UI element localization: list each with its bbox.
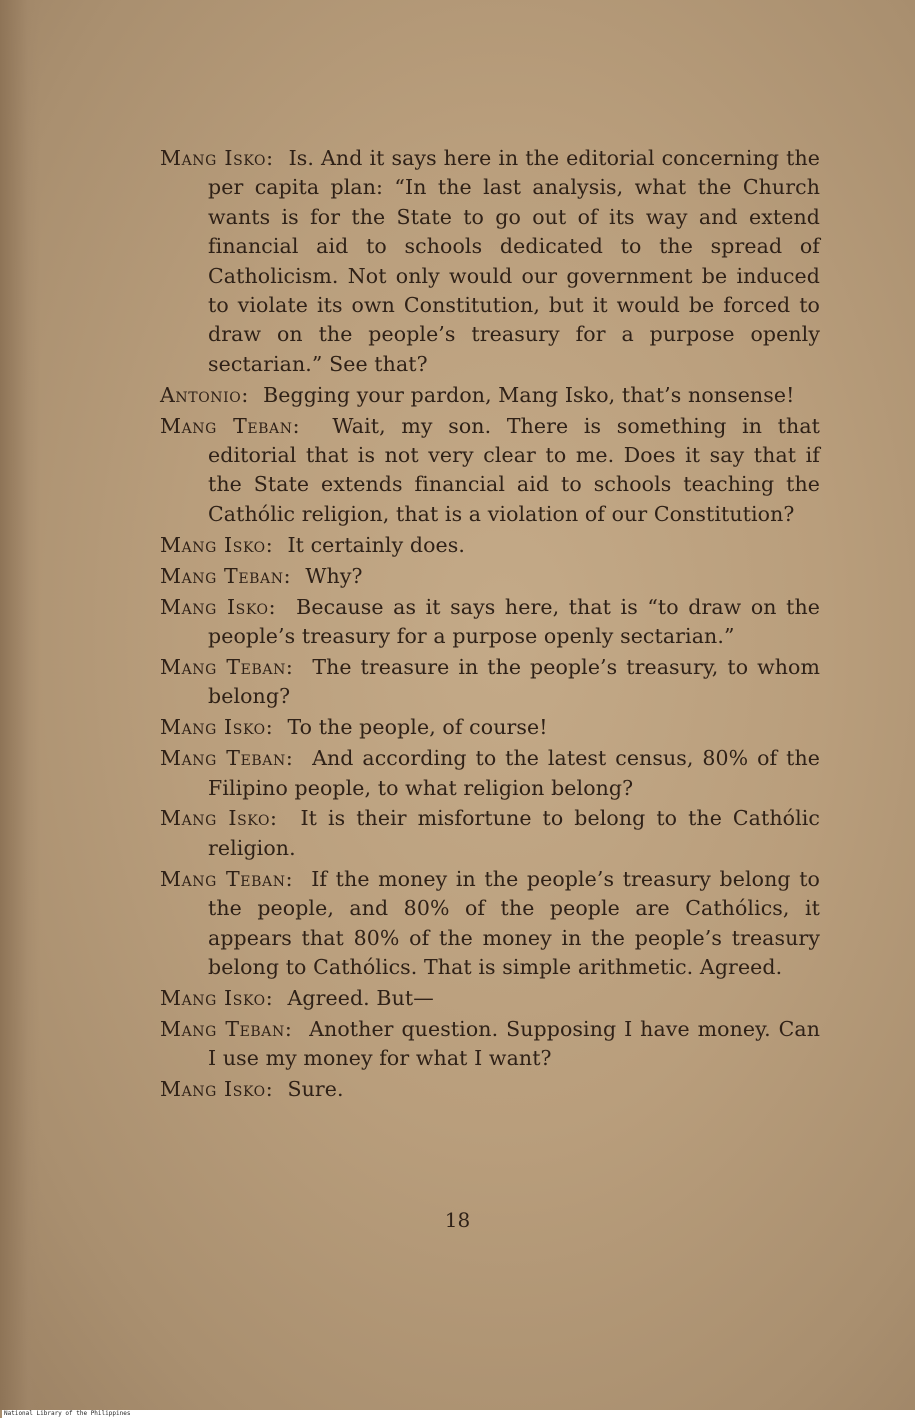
dialogue-line: Begging your pardon, Mang Isko, that’s nonsense! [263,382,795,407]
dialogue-line: To the people, of course! [287,715,548,740]
speaker-name: Mang Teban : [160,746,312,770]
dialogue-line: The treasure in the people’s treasury, to whom belong? [208,654,820,709]
speaker-name: Antonio : [160,383,263,407]
dialogue-entry [160,653,820,712]
speaker-name: Mang Isko : [160,533,287,557]
dialogue-entry [160,1075,820,1104]
dialogue-entry [160,593,820,652]
dialogue-line: Why? [305,563,363,588]
dialogue-entry [160,744,820,803]
speaker-name: Mang Teban : [160,564,305,588]
dialogue-line: Is. And it says here in the editorial concerning the per capita plan: “In the last analysis, what the Church wants is for the State to go out of its way and extend financial aid to schools dedicated to the spread of Catholicism. Not only would our government be induced to violate its own Constitution, but it would be forced to draw on the people’s treasury for a purpose openly sectarian.” See that? [208,146,820,376]
speaker-name: Mang Isko : [160,1077,287,1101]
dialogue-entry [160,144,820,379]
dialogue-line: If the money in the people’s treasury belong to the people, and 80% of the people are Cathólics, it appears that 80% of the money in the people’s treasury belong to Cathólics. That is simple arithmetic. Agreed. [208,866,820,979]
speaker-name: Mang Isko : [160,595,296,619]
dialogue-line: Wait, my son. There is something in that editorial that is not very clear to me. Does it say that if the State extends financial aid to schools teaching the Cathólic religion, that is a violation of our Constitution? [208,413,820,526]
page-number: 18 [444,1208,471,1232]
dialogue-entry [160,865,820,983]
dialogue-text [160,144,820,1106]
dialogue-line: It is their misfortune to belong to the Cathólic religion. [208,806,820,860]
speaker-name: Mang Isko : [160,986,287,1010]
dialogue-entry [160,804,820,863]
dialogue-entry [160,381,820,410]
library-credit: National Library of the Philippines [2,1410,915,1418]
dialogue-entry [160,984,820,1013]
dialogue-entry [160,412,820,530]
speaker-name: Mang Teban : [160,414,332,438]
speaker-name: Mang Isko : [160,146,289,170]
dialogue-line: And according to the latest census, 80% of the Filipino people, to what religion belong? [208,746,820,800]
dialogue-entry [160,562,820,591]
speaker-name: Mang Teban : [160,655,312,679]
dialogue-entry [160,713,820,742]
dialogue-line: Another question. Supposing I have money. Can I use my money for what I want? [208,1016,820,1071]
dialogue-line: Sure. [287,1077,344,1102]
dialogue-line: It certainly does. [287,532,466,557]
dialogue-entry [160,531,820,560]
dialogue-line: Agreed. But— [287,985,434,1010]
speaker-name: Mang Isko : [160,715,287,739]
speaker-name: Mang Teban : [160,867,311,891]
speaker-name: Mang Teban : [160,1017,309,1041]
dialogue-line: Because as it says here, that is “to draw on the people’s treasury for a purpose openly sectarian.” [208,594,820,648]
dialogue-entry [160,1015,820,1074]
speaker-name: Mang Isko : [160,806,300,830]
